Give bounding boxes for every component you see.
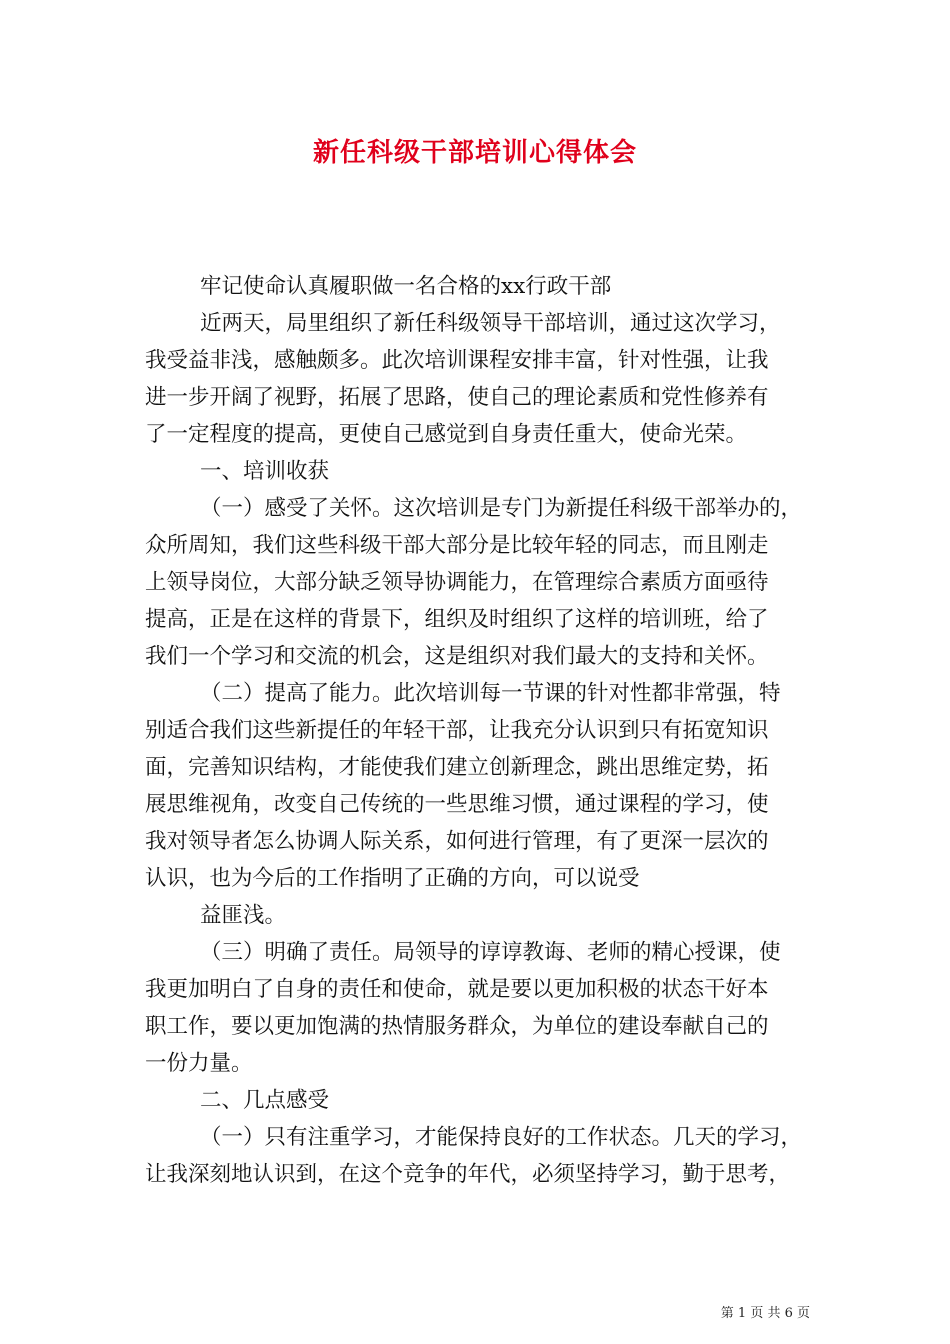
paragraph-line: （二）提高了能力。此次培训每一节课的针对性都非常强，特 [200, 681, 781, 706]
section-heading: 二、几点感受 [200, 1088, 330, 1113]
paragraph-line: （一）只有注重学习，才能保持良好的工作状态。几天的学习， [200, 1125, 803, 1150]
paragraph-line: 一份力量。 [145, 1051, 253, 1076]
paragraph-line: （一）感受了关怀。这次培训是专门为新提任科级干部举办的， [200, 496, 803, 521]
paragraph-line: 别适合我们这些新提任的年轻干部，让我充分认识到只有拓宽知识 [145, 718, 769, 743]
paragraph-line: 我对领导者怎么协调人际关系，如何进行管理，有了更深一层次的 [145, 829, 769, 854]
paragraph-line: 近两天，局里组织了新任科级领导干部培训，通过这次学习， [200, 311, 781, 336]
section-heading: 一、培训收获 [200, 459, 330, 484]
paragraph-line: （三）明确了责任。局领导的谆谆教诲、老师的精心授课，使 [200, 940, 781, 965]
page-number: 第 1 页 共 6 页 [720, 1306, 810, 1321]
paragraph-line: 展思维视角，改变自己传统的一些思维习惯，通过课程的学习，使 [145, 792, 769, 817]
document-title: 新任科级干部培训心得体会 [312, 138, 637, 168]
paragraph-line: 提高，正是在这样的背景下，组织及时组织了这样的培训班，给了 [145, 607, 769, 632]
subtitle-line: 牢记使命认真履职做一名合格的xx行政干部 [200, 274, 612, 299]
paragraph-line: 众所周知，我们这些科级干部大部分是比较年轻的同志，而且刚走 [145, 533, 769, 558]
paragraph-line: 我受益非浅，感触颇多。此次培训课程安排丰富，针对性强，让我 [145, 348, 769, 373]
paragraph-line: 了一定程度的提高，更使自己感觉到自身责任重大，使命光荣。 [145, 422, 748, 447]
paragraph-line: 上领导岗位，大部分缺乏领导协调能力，在管理综合素质方面亟待 [145, 570, 769, 595]
paragraph-line: 职工作，要以更加饱满的热情服务群众，为单位的建设奉献自己的 [145, 1014, 769, 1039]
paragraph-line: 认识，也为今后的工作指明了正确的方向，可以说受 [145, 866, 640, 891]
paragraph-line: 进一步开阔了视野，拓展了思路，使自己的理论素质和党性修养有 [145, 385, 769, 410]
paragraph-line: 益匪浅。 [200, 903, 287, 928]
paragraph-line: 我们一个学习和交流的机会，这是组织对我们最大的支持和关怀。 [145, 644, 769, 669]
paragraph-line: 我更加明白了自身的责任和使命，就是要以更加积极的状态干好本 [145, 977, 769, 1002]
paragraph-line: 让我深刻地认识到，在这个竞争的年代，必须坚持学习，勤于思考， [145, 1162, 791, 1187]
document-body [145, 268, 810, 1193]
paragraph-line: 面，完善知识结构，才能使我们建立创新理念，跳出思维定势，拓 [145, 755, 769, 780]
